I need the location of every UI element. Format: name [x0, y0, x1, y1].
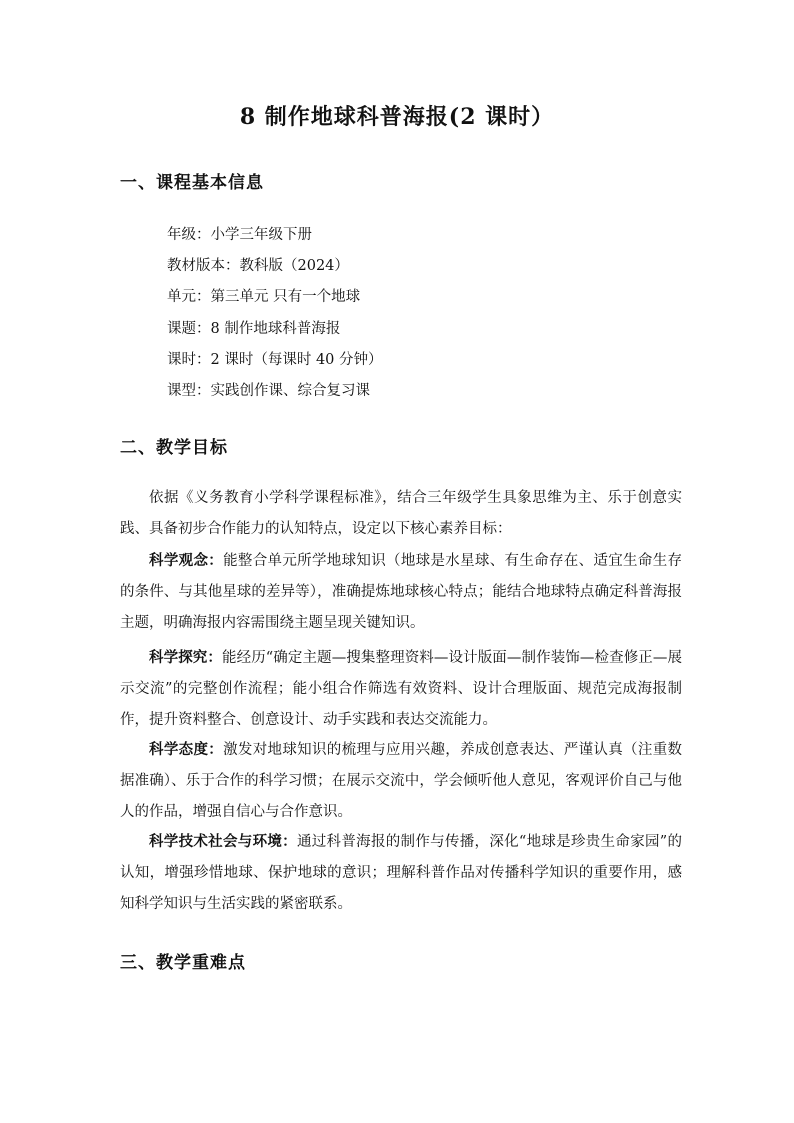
goal-text: 能整合单元所学地球知识（地球是水星球、有生命存在、适宜生命生存的条件、与其他星球的差异等），准确提炼地球核心特点；能结合地球特点确定科普海报主题，明确海报内容需围绕主题呈现关键知识。 — [120, 553, 683, 631]
goal-text: 激发对地球知识的梳理与应用兴趣，养成创意表达、严谨认真（注重数据准确）、乐于合作的科学习惯；在展示交流中，学会倾听他人意见，客观评价自己与他人的作品，增强自信心与合作意识。 — [120, 742, 683, 820]
section-heading-objectives: 二、教学目标 — [120, 438, 228, 458]
course-info-list — [167, 220, 383, 407]
goal-scientific-inquiry — [120, 642, 682, 736]
document-title: 8 制作地球科普海报(2 课时） — [239, 104, 555, 130]
info-topic: 课题：8 制作地球科普海报 — [167, 320, 341, 337]
info-periods: 课时：2 课时（每课时 40 分钟） — [167, 351, 383, 368]
goal-label: 科学探究： — [149, 649, 222, 666]
section-heading-key-difficulties: 三、教学重难点 — [120, 953, 246, 973]
goal-label: 科学态度： — [149, 741, 224, 758]
goal-sts-environment — [120, 826, 682, 920]
goal-scientific-concept — [120, 545, 682, 639]
info-unit: 单元：第三单元 只有一个地球 — [167, 289, 361, 306]
goal-text: 通过科普海报的制作与传播，深化“地球是珍贵生命家园”的认知，增强珍惜地球、保护地球的意识；理解科普作品对传播科学知识的重要作用，感知科学知识与生活实践的紧密联系。 — [120, 834, 682, 912]
info-grade: 年级：小学三年级下册 — [167, 227, 312, 243]
info-lesson-type: 课型：实践创作课、综合复习课 — [167, 383, 370, 400]
goal-text: 能经历“确定主题—搜集整理资料—设计版面—制作装饰—检查修正—展示交流”的完整创作流程；能小组合作筛选有效资料、设计合理版面、规范完成海报制作，提升资料整合、创意设计、动手实践和表达交流能力。 — [120, 650, 682, 728]
goal-scientific-attitude — [120, 734, 682, 828]
info-textbook: 教材版本：教科版（2024） — [167, 258, 349, 275]
goal-label: 科学观念： — [149, 552, 224, 569]
section-heading-course-info: 一、课程基本信息 — [120, 173, 264, 193]
objectives-intro: 依据《义务教育小学科学课程标准》，结合三年级学生具象思维为主、乐于创意实践、具备初步合作能力的认知特点，设定以下核心素养目标： — [120, 490, 682, 537]
goal-label: 科学技术社会与环境： — [149, 833, 297, 850]
